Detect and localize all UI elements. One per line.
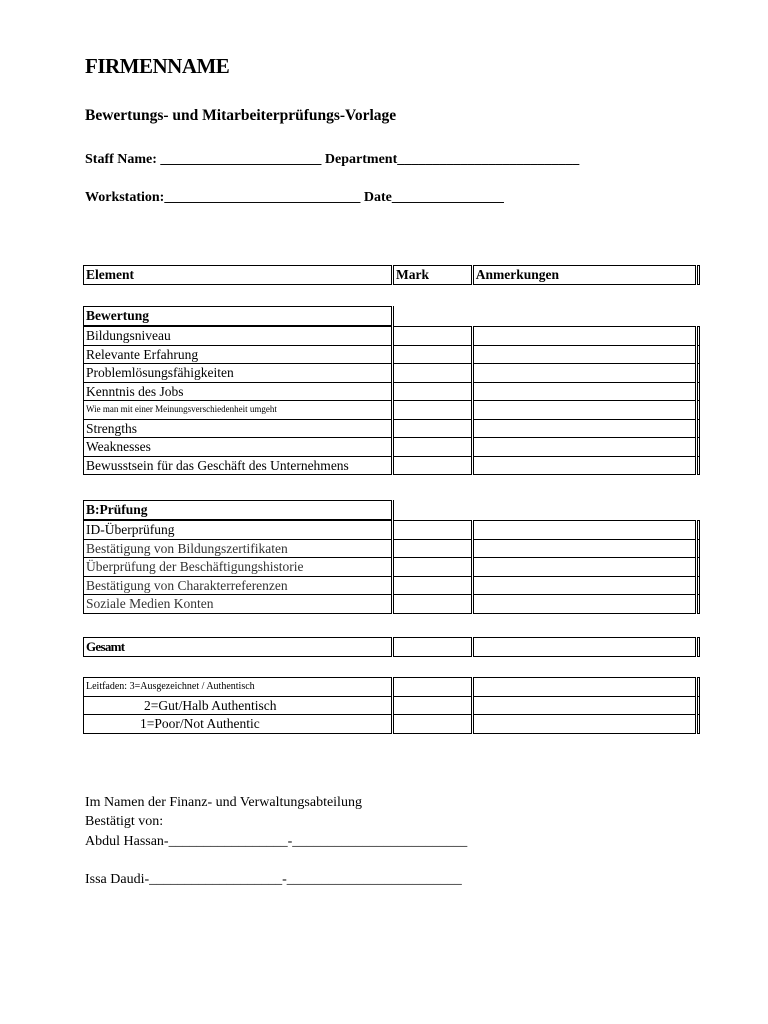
confirmed-by-text: Bestätigt von:	[85, 814, 164, 829]
header-mark: Mark	[393, 266, 473, 285]
signature-line-abdul: Abdul Hassan-_________________-_________________________	[85, 834, 468, 849]
row-label: ID-Überprüfung	[84, 521, 393, 540]
row-label: Problemlösungsfähigkeiten	[84, 364, 393, 383]
section-b-title: B:Prüfung	[84, 501, 393, 520]
row-label: Wie man mit einer Meinungsverschiedenheit umgeht	[84, 401, 393, 420]
total-label: Gesamt	[84, 638, 393, 657]
table-row	[84, 327, 700, 346]
mark-cell[interactable]	[393, 438, 473, 457]
section-a-title-box	[83, 306, 394, 326]
remarks-cell[interactable]	[472, 576, 696, 595]
table-row	[84, 364, 700, 383]
mark-cell[interactable]	[393, 576, 473, 595]
remarks-cell[interactable]	[472, 327, 696, 346]
guide-table	[83, 677, 700, 734]
section-a-table	[83, 326, 700, 475]
table-row	[84, 521, 700, 540]
section-b-table	[83, 520, 700, 614]
guide-line-1: Leitfaden: 3=Ausgezeichnet / Authentisch	[84, 678, 393, 697]
remarks-cell[interactable]	[472, 401, 696, 420]
mark-cell[interactable]	[393, 382, 473, 401]
row-label: Weaknesses	[84, 438, 393, 457]
remarks-cell[interactable]	[472, 595, 696, 614]
section-b-title-box	[83, 500, 394, 520]
table-row	[84, 539, 700, 558]
table-row	[84, 595, 700, 614]
row-label: Strengths	[84, 419, 393, 438]
table-row	[84, 345, 700, 364]
row-label: Bestätigung von Charakterreferenzen	[84, 576, 393, 595]
table-row	[84, 419, 700, 438]
remarks-cell[interactable]	[472, 345, 696, 364]
remarks-cell[interactable]	[472, 438, 696, 457]
mark-cell[interactable]	[393, 364, 473, 383]
mark-cell[interactable]	[393, 345, 473, 364]
total-remarks-cell[interactable]	[472, 638, 696, 657]
mark-cell[interactable]	[393, 419, 473, 438]
guide-line-3: 1=Poor/Not Authentic	[84, 715, 393, 734]
table-row	[84, 715, 700, 734]
remarks-cell[interactable]	[472, 364, 696, 383]
staff-department-line: Staff Name: _______________________ Department__________________________	[85, 152, 580, 167]
mark-cell[interactable]	[393, 521, 473, 540]
table-row	[84, 456, 700, 475]
remarks-cell[interactable]	[472, 419, 696, 438]
document-title: Bewertungs- und Mitarbeiterprüfungs-Vorlage	[85, 107, 397, 124]
mark-cell[interactable]	[393, 539, 473, 558]
row-label: Relevante Erfahrung	[84, 345, 393, 364]
row-label: Bildungsniveau	[84, 327, 393, 346]
total-row	[84, 638, 700, 657]
row-label: Kenntnis des Jobs	[84, 382, 393, 401]
guide-line-2: 2=Gut/Halb Authentisch	[84, 696, 393, 715]
row-label: Bewusstsein für das Geschäft des Unternehmens	[84, 456, 393, 475]
company-name: FIRMENNAME	[85, 54, 230, 78]
remarks-cell[interactable]	[472, 382, 696, 401]
section-a-title: Bewertung	[84, 307, 393, 326]
workstation-date-line: Workstation:____________________________ Date________________	[85, 190, 504, 205]
mark-cell[interactable]	[393, 558, 473, 577]
table-row	[84, 382, 700, 401]
mark-cell[interactable]	[393, 595, 473, 614]
table-row	[84, 696, 700, 715]
mark-cell[interactable]	[393, 401, 473, 420]
remarks-cell[interactable]	[472, 521, 696, 540]
header-element: Element	[84, 266, 393, 285]
table-header	[83, 265, 700, 285]
mark-cell[interactable]	[393, 327, 473, 346]
remarks-cell[interactable]	[472, 456, 696, 475]
table-row	[84, 576, 700, 595]
total-table	[83, 637, 700, 657]
header-remarks: Anmerkungen	[472, 266, 696, 285]
row-label: Soziale Medien Konten	[84, 595, 393, 614]
signature-line-issa: Issa Daudi-___________________-_________________________	[85, 872, 462, 887]
total-mark-cell[interactable]	[393, 638, 473, 657]
table-row	[84, 438, 700, 457]
row-label: Bestätigung von Bildungszertifikaten	[84, 539, 393, 558]
row-label: Überprüfung der Beschäftigungshistorie	[84, 558, 393, 577]
table-row	[84, 558, 700, 577]
department-text: Im Namen der Finanz- und Verwaltungsabteilung	[85, 795, 362, 810]
table-row	[84, 678, 700, 697]
remarks-cell[interactable]	[472, 539, 696, 558]
mark-cell[interactable]	[393, 456, 473, 475]
table-row	[84, 401, 700, 420]
remarks-cell[interactable]	[472, 558, 696, 577]
